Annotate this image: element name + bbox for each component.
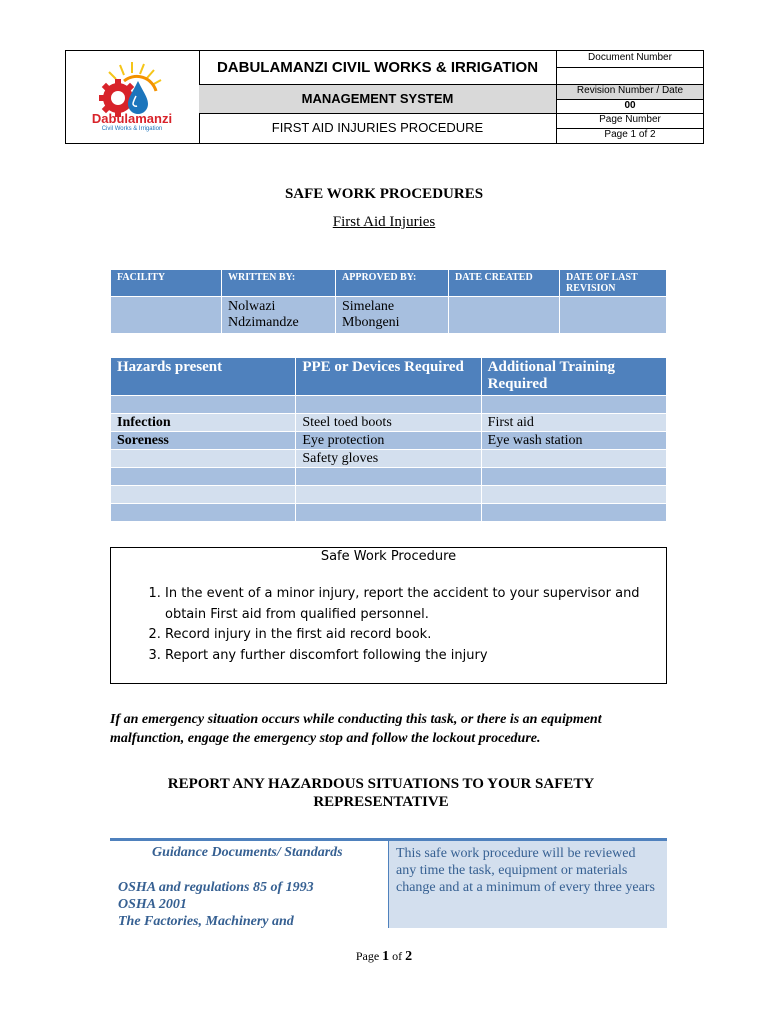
training-cell <box>481 486 666 504</box>
info-header-written-by: WRITTEN BY: <box>222 270 336 297</box>
hazard-cell <box>111 504 296 522</box>
report-note: REPORT ANY HAZARDOUS SITUATIONS TO YOUR SAFETY REPRESENTATIVE <box>167 776 595 810</box>
info-header-date-created: DATE CREATED <box>449 270 560 297</box>
info-approved-by: Simelane Mbongeni <box>336 297 449 334</box>
swp-title: Safe Work Procedure <box>320 549 457 564</box>
training-cell: First aid <box>481 414 666 432</box>
review-note: This safe work procedure will be reviewed any time the task, equipment or materials change and at a minimum of every three years <box>396 846 655 895</box>
page-number-label: Page Number <box>599 114 661 125</box>
info-header-date-revision: DATE OF LAST REVISION <box>560 270 667 297</box>
list-item: 2. Record injury in the first aid record book. <box>165 625 645 646</box>
safe-work-procedure-box <box>110 547 667 684</box>
info-written-by: Nolwazi Ndzimandze <box>222 297 336 334</box>
logo-cell <box>66 51 200 143</box>
system-name: MANAGEMENT SYSTEM <box>199 84 557 113</box>
training-cell <box>481 396 666 414</box>
swp-steps-list <box>129 584 645 666</box>
hazard-cell <box>111 468 296 486</box>
ppe-cell <box>296 468 481 486</box>
ppe-cell <box>296 396 481 414</box>
training-cell <box>481 468 666 486</box>
hazard-cell: Infection <box>111 414 296 432</box>
footer-of-word: of <box>392 949 403 963</box>
ppe-cell <box>296 504 481 522</box>
info-header-approved-by: APPROVED BY: <box>336 270 449 297</box>
guidance-item: OSHA 2001 <box>118 897 187 912</box>
guidance-table <box>110 838 667 928</box>
hazards-header-training: Additional Training Required <box>481 358 666 396</box>
training-cell <box>481 450 666 468</box>
ppe-cell: Eye protection <box>296 432 481 450</box>
training-cell: Eye wash station <box>481 432 666 450</box>
list-item: 1. In the event of a minor injury, report the accident to your supervisor and obtain First aid from qualified personnel. <box>165 584 645 625</box>
doc-number-value <box>557 67 703 83</box>
table-row <box>111 468 667 486</box>
page-footer <box>0 949 768 965</box>
ppe-cell <box>296 486 481 504</box>
hazards-table <box>110 357 667 522</box>
hazard-cell: Soreness <box>111 432 296 450</box>
page-subtitle: First Aid Injuries <box>332 214 436 230</box>
table-row <box>111 504 667 522</box>
info-date-revision <box>560 297 667 334</box>
company-logo <box>66 51 199 143</box>
page-title: SAFE WORK PROCEDURES <box>284 186 484 202</box>
table-row <box>111 396 667 414</box>
ppe-cell: Safety gloves <box>296 450 481 468</box>
hazard-cell <box>111 396 296 414</box>
table-row <box>111 432 667 450</box>
table-row <box>111 414 667 432</box>
footer-page-word: Page <box>355 949 380 963</box>
hazards-header-row <box>111 358 667 396</box>
info-header-facility: FACILITY <box>111 270 222 297</box>
table-row <box>111 486 667 504</box>
hazards-header-ppe: PPE or Devices Required <box>296 358 481 396</box>
training-cell <box>481 504 666 522</box>
company-name: DABULAMANZI CIVIL WORKS & IRRIGATION <box>199 51 557 84</box>
hazard-cell <box>111 450 296 468</box>
footer-total-pages: 2 <box>405 949 413 964</box>
list-item: 3. Report any further discomfort following the injury <box>165 646 645 667</box>
table-row <box>111 450 667 468</box>
guidance-right-cell <box>389 841 667 928</box>
hazards-header-hazards: Hazards present <box>111 358 296 396</box>
revision-label: Revision Number / Date <box>557 84 703 99</box>
info-table <box>110 269 667 334</box>
page-number-value: Page 1 of 2 <box>604 129 656 140</box>
revision-value: 00 <box>624 100 636 111</box>
footer-current-page: 1 <box>382 949 390 964</box>
hazard-cell <box>111 486 296 504</box>
doc-number-label: Document Number <box>588 52 672 63</box>
guidance-title: Guidance Documents/ Standards <box>152 845 343 860</box>
document-header <box>65 50 704 144</box>
procedure-name: FIRST AID INJURIES PROCEDURE <box>199 113 557 143</box>
logo-tagline: Civil Works & Irrigation <box>101 126 163 132</box>
logo-wordmark: Dabulamanzi <box>91 111 173 126</box>
guidance-item: OSHA and regulations 85 of 1993 <box>118 880 314 895</box>
info-facility <box>111 297 222 334</box>
ppe-cell: Steel toed boots <box>296 414 481 432</box>
info-date-created <box>449 297 560 334</box>
emergency-note: If an emergency situation occurs while conducting this task, or there is an equipment malfunction, engage the emergency stop and follow the lockout procedure. <box>110 712 602 746</box>
info-data-row <box>111 297 667 334</box>
guidance-item: The Factories, Machinery and <box>118 914 294 928</box>
guidance-left-cell <box>110 841 389 928</box>
info-header-row <box>111 270 667 297</box>
